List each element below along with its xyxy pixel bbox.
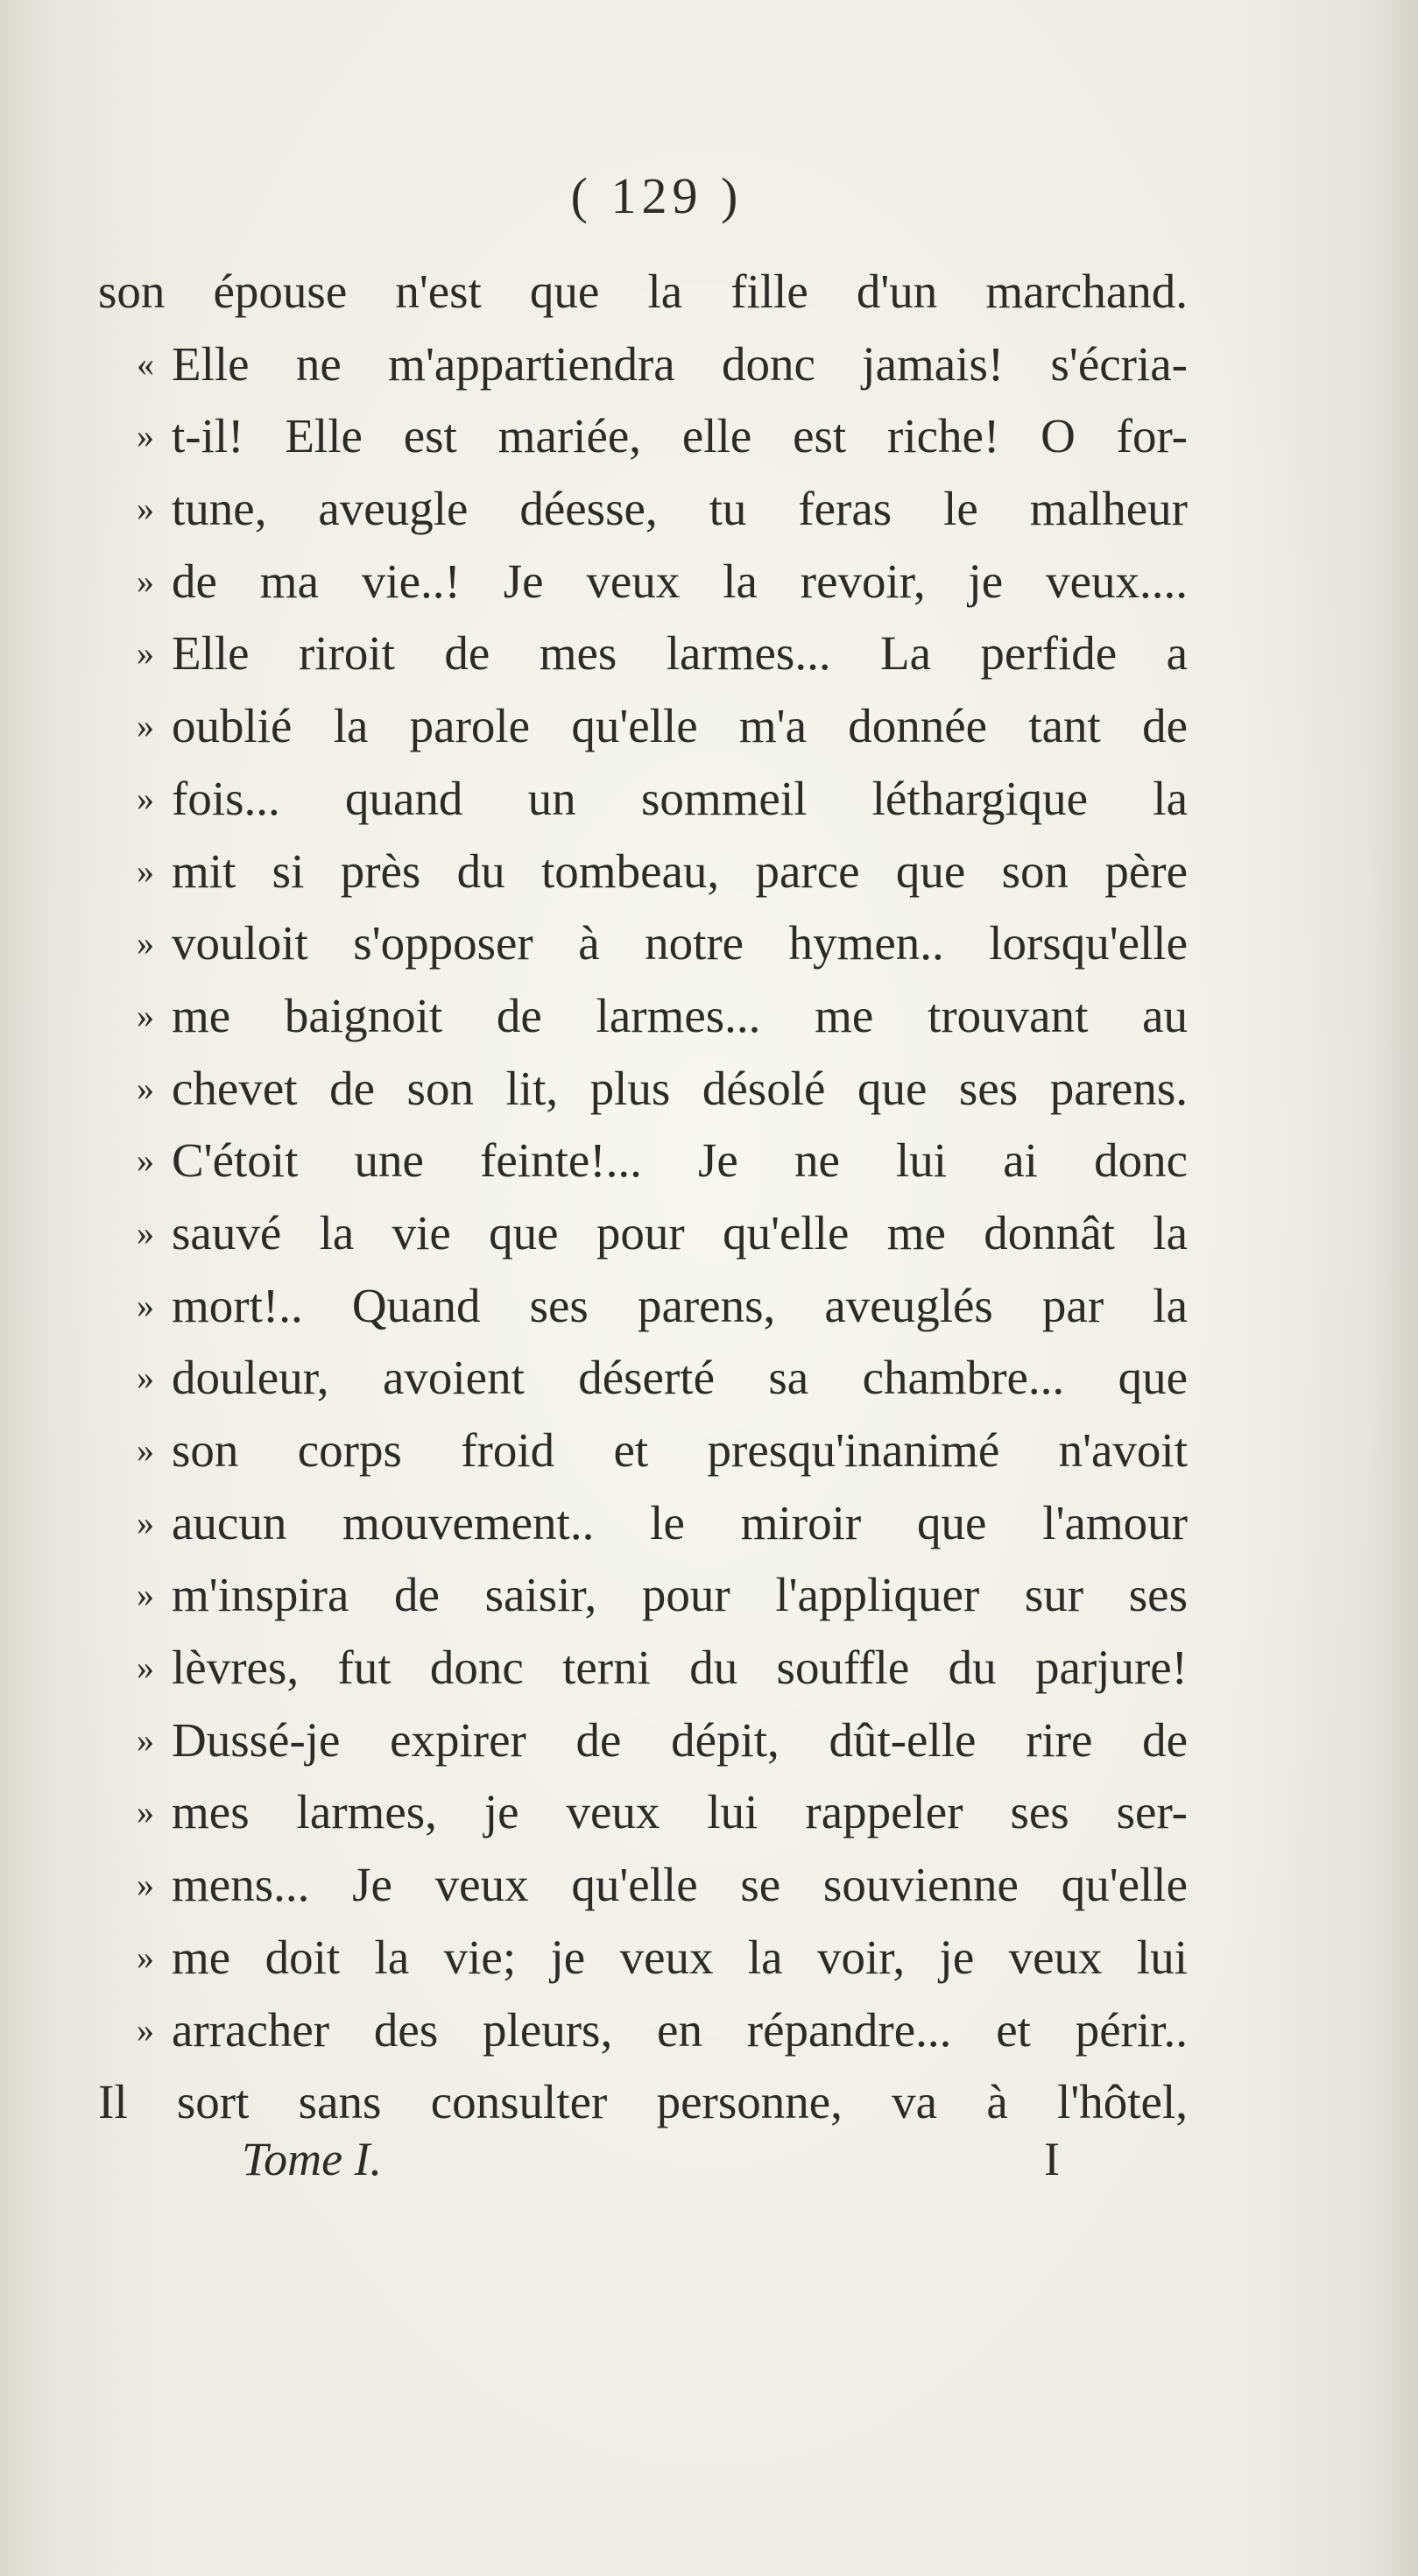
text-line [0, 1559, 1418, 1632]
quote-mark: » [137, 1430, 154, 1470]
line-text: chevet de son lit, plus désolé que ses parens. [172, 1061, 1188, 1115]
text-line [0, 1197, 1418, 1270]
line-text: lèvres, fut donc terni du souffle du parjure! [172, 1641, 1188, 1695]
text-line [0, 1704, 1418, 1777]
signature-mark: I [1044, 2133, 1060, 2185]
text-line [0, 618, 1418, 690]
quote-mark: » [137, 1140, 154, 1181]
volume-label: Tome I. [242, 2133, 383, 2185]
line-text: Elle ne m'appartiendra donc jamais! s'écria- [172, 336, 1188, 391]
line-text: m'inspira de saisir, pour l'appliquer sur ses [172, 1568, 1188, 1622]
line-text: son épouse n'est que la fille d'un marchand. [98, 265, 1188, 318]
quote-mark: » [137, 850, 154, 891]
line-text: mes larmes, je veux lui rappeler ses ser- [172, 1785, 1188, 1839]
text-line [0, 1776, 1418, 1849]
text-line [0, 1994, 1418, 2067]
text-line [0, 1415, 1418, 1487]
text-line [0, 836, 1418, 908]
line-text: fois... quand un sommeil léthargique la [172, 771, 1188, 825]
quote-mark: » [137, 1212, 154, 1253]
quote-mark: » [137, 561, 154, 601]
quote-mark: » [137, 416, 154, 456]
page-number: ( 129 ) [570, 167, 744, 224]
text-line [0, 1342, 1418, 1415]
line-text: son corps froid et presqu'inanimé n'avoit [172, 1423, 1188, 1477]
quote-mark: » [137, 1865, 154, 1905]
text-line [0, 1487, 1418, 1560]
text-line [0, 546, 1418, 618]
line-text: douleur, avoient déserté sa chambre... que [172, 1351, 1188, 1405]
quote-mark: » [137, 2009, 154, 2050]
quote-mark: » [137, 1068, 154, 1108]
line-text: Elle riroit de mes larmes... La perfide a [172, 626, 1188, 681]
text-line [0, 1632, 1418, 1704]
line-text: vouloit s'opposer à notre hymen.. lorsqu'elle [172, 916, 1188, 970]
quote-mark: » [137, 1358, 154, 1398]
quote-mark: » [137, 778, 154, 818]
line-text: t-il! Elle est mariée, elle est riche! O for- [172, 409, 1188, 463]
line-text: me doit la vie; je veux la voir, je veux lui [172, 1930, 1188, 1984]
text-line [0, 1053, 1418, 1126]
quote-mark: » [137, 633, 154, 674]
quote-mark: » [137, 706, 154, 746]
line-text: Dussé-je expirer de dépit, dût-elle rire de [172, 1712, 1188, 1767]
page-footer [0, 2132, 1418, 2211]
quote-mark: » [137, 1792, 154, 1832]
quote-mark: » [137, 923, 154, 963]
line-text: me baignoit de larmes... me trouvant au [172, 988, 1188, 1042]
text-line [0, 328, 1418, 401]
text-line [0, 690, 1418, 763]
quote-mark: « [137, 343, 154, 384]
line-text: aucun mouvement.. le miroir que l'amour [172, 1495, 1188, 1549]
quote-mark: » [137, 1648, 154, 1688]
quote-mark: » [137, 1575, 154, 1615]
text-line [0, 1922, 1418, 1994]
line-text: arracher des pleurs, en répandre... et périr.. [172, 2002, 1188, 2057]
quote-mark: » [137, 489, 154, 529]
text-block [0, 256, 1418, 2139]
text-line [0, 1125, 1418, 1197]
line-text: mens... Je veux qu'elle se souvienne qu'elle [172, 1858, 1188, 1912]
text-line [0, 2066, 1418, 2139]
text-line [0, 980, 1418, 1053]
text-line [0, 907, 1418, 980]
text-line [0, 1270, 1418, 1343]
line-text: oublié la parole qu'elle m'a donnée tant de [172, 699, 1188, 753]
quote-mark: » [137, 1937, 154, 1977]
line-text: mit si près du tombeau, parce que son père [172, 843, 1188, 898]
line-text: C'étoit une feinte!... Je ne lui ai donc [172, 1133, 1188, 1188]
text-line [0, 1849, 1418, 1922]
line-text: Il sort sans consulter personne, va à l'hôtel, [98, 2075, 1188, 2129]
quote-mark: » [137, 1719, 154, 1760]
text-line [0, 256, 1418, 328]
text-line [0, 763, 1418, 836]
quote-mark: » [137, 995, 154, 1035]
quote-mark: » [137, 1285, 154, 1325]
text-line [0, 400, 1418, 473]
quote-mark: » [137, 1502, 154, 1542]
line-text: tune, aveugle déesse, tu feras le malheur [172, 482, 1188, 536]
line-text: mort!.. Quand ses parens, aveuglés par la [172, 1278, 1188, 1332]
line-text: de ma vie..! Je veux la revoir, je veux.... [172, 554, 1188, 608]
line-text: sauvé la vie que pour qu'elle me donnât la [172, 1205, 1188, 1260]
text-line [0, 473, 1418, 546]
